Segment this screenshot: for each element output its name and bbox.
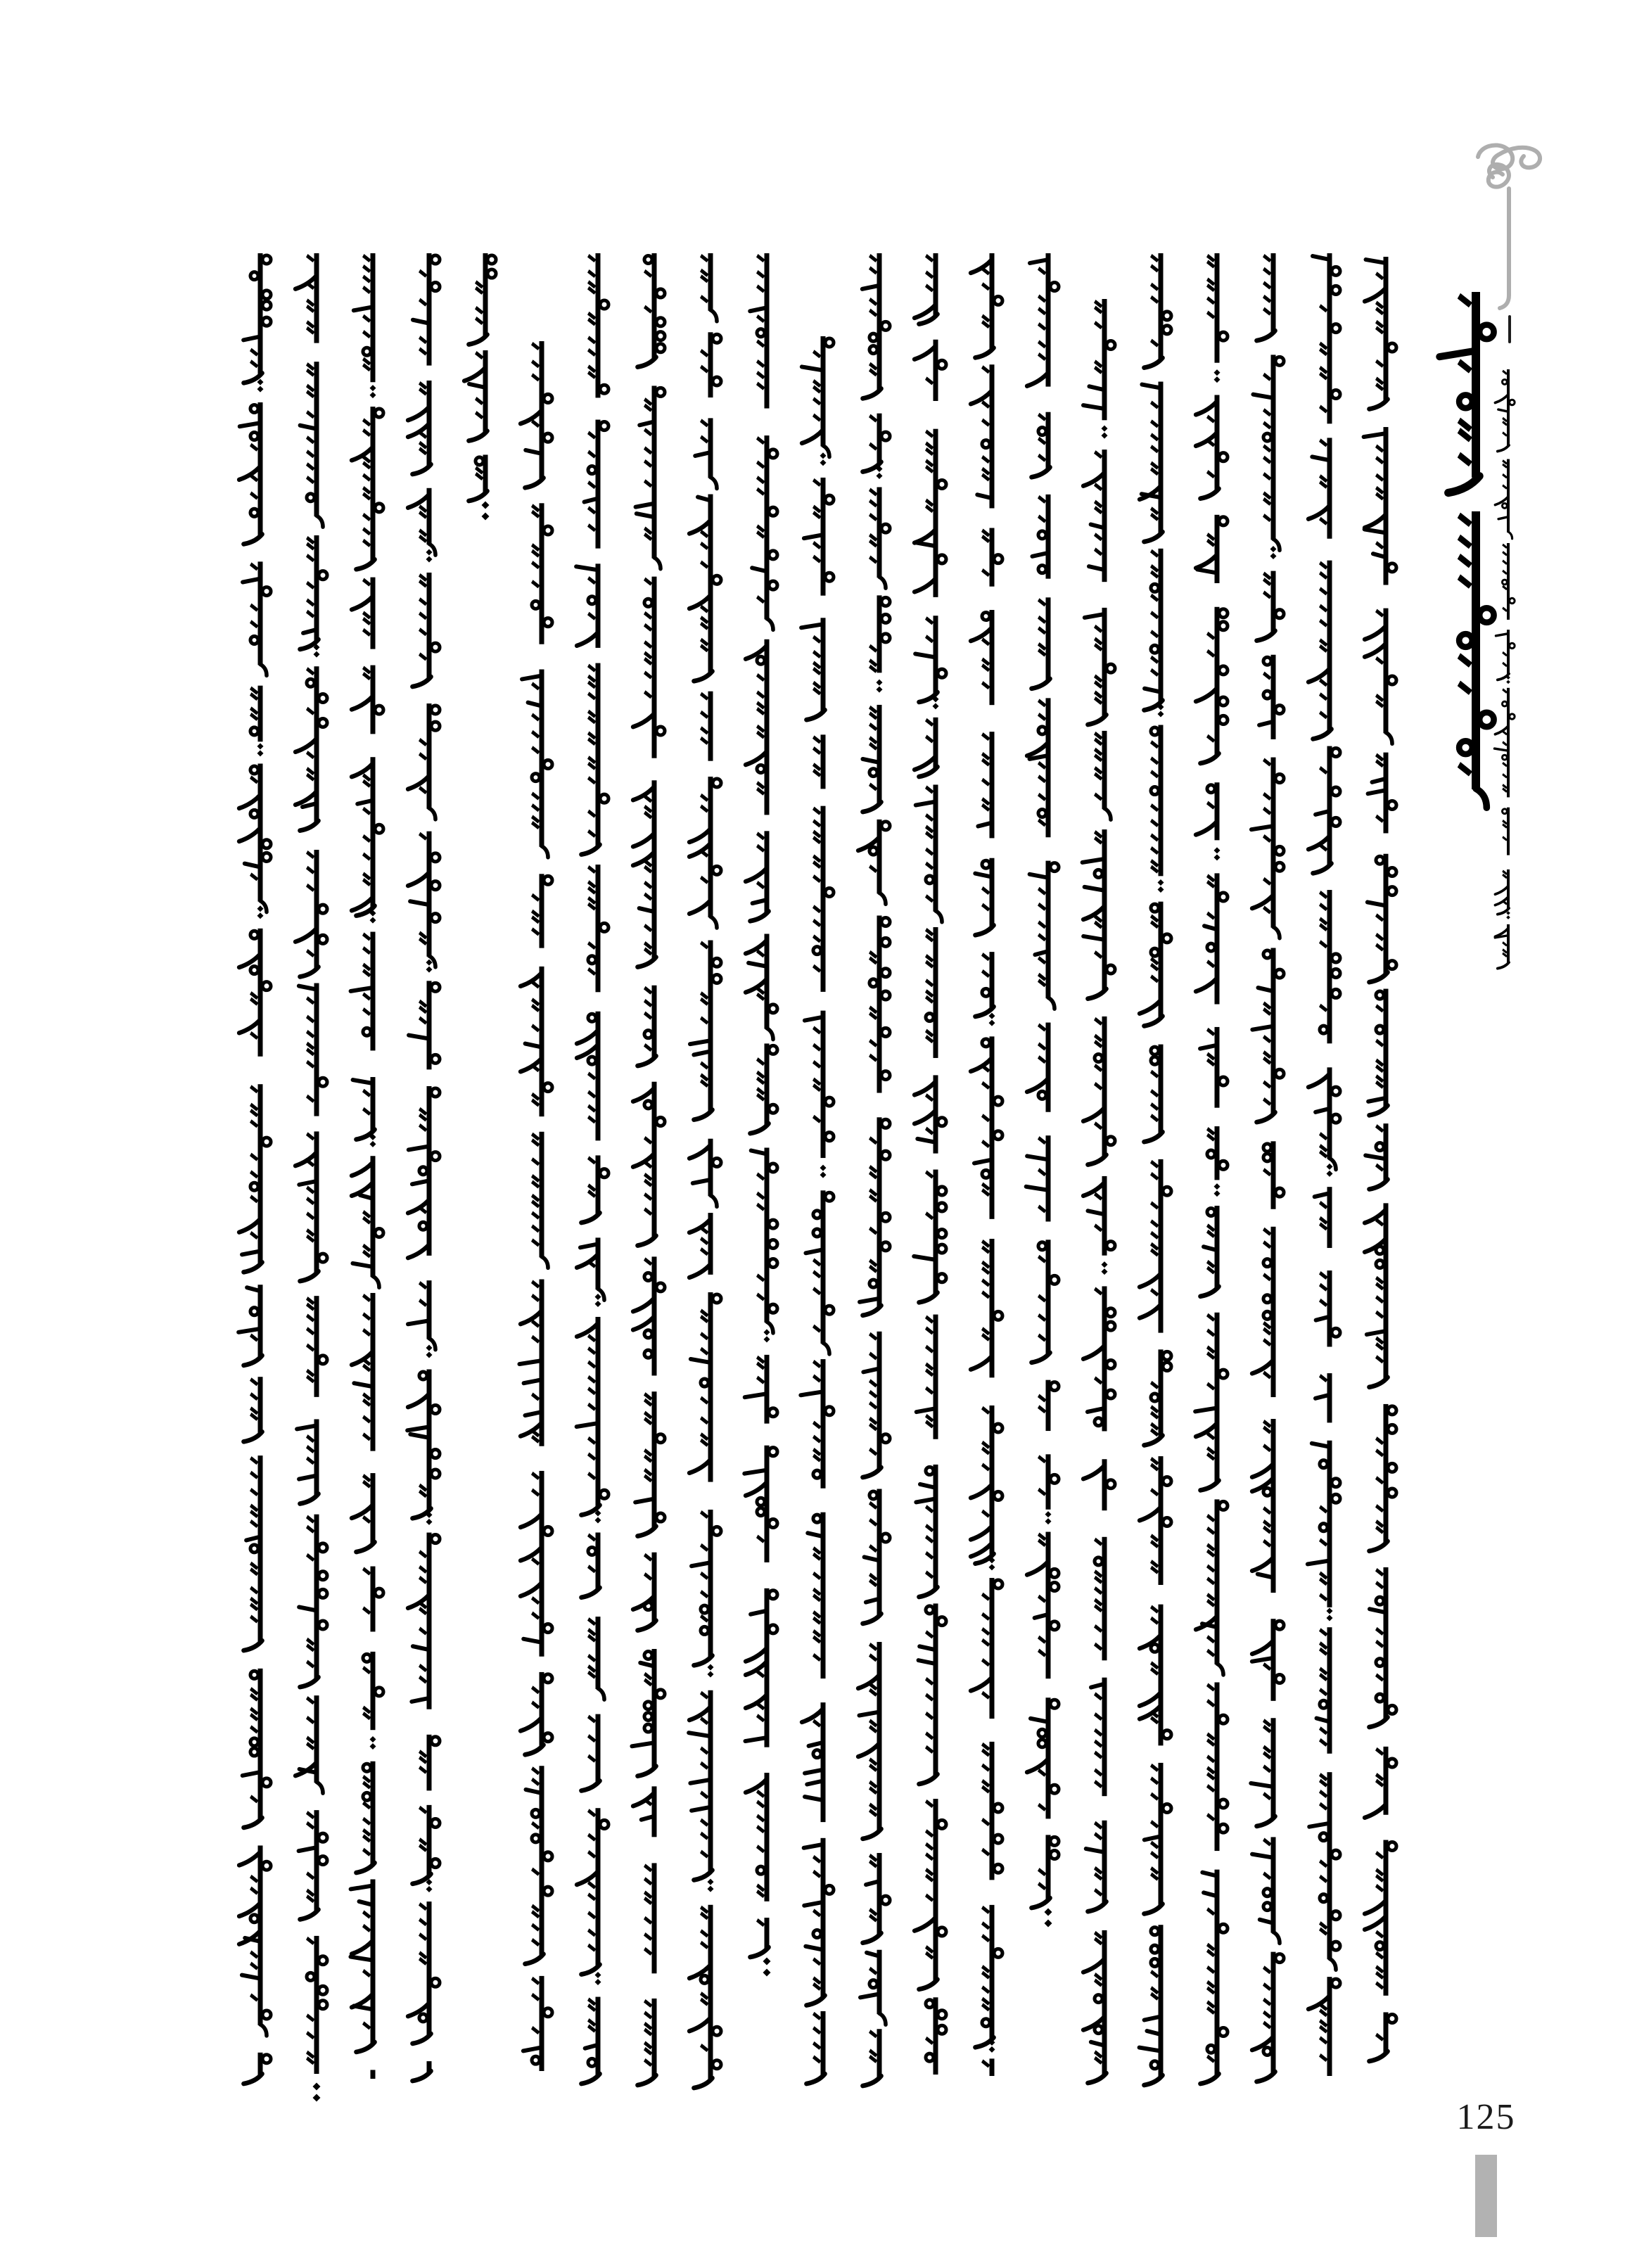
- page-corner-marker: [1475, 2155, 1497, 2237]
- body-line-19: [1251, 253, 1284, 2082]
- body-line-09: [689, 253, 721, 2088]
- body-line-03: [350, 253, 383, 2079]
- body-line-11: [801, 336, 834, 2084]
- mongolian-text-block: [238, 253, 1515, 2102]
- body-line-17: [1140, 253, 1171, 2085]
- body-line-13: [914, 253, 946, 2075]
- article-title-line: [1439, 292, 1493, 808]
- body-line-21: [1364, 257, 1396, 2061]
- body-line-10: [744, 253, 777, 1977]
- body-line-14: [971, 253, 1002, 2076]
- body-line-08: [632, 253, 665, 2085]
- body-line-05: [464, 253, 496, 521]
- body-line-07: [576, 253, 608, 2084]
- body-line-12: [858, 253, 890, 2086]
- body-line-16: [1083, 299, 1115, 2083]
- body-line-04: [407, 253, 440, 2081]
- article-subtitle-line: [1494, 369, 1515, 969]
- body-line-02: [295, 253, 327, 2102]
- body-line-01: [238, 253, 271, 2084]
- body-line-18: [1195, 253, 1228, 2084]
- body-line-20: [1308, 253, 1340, 2076]
- body-line-06: [519, 341, 552, 2071]
- ornament-dash: [1508, 315, 1511, 343]
- body-line-15: [1026, 253, 1059, 1928]
- section-ornament: [1478, 145, 1540, 343]
- ornament-flourish-icon: [1478, 145, 1540, 308]
- page-number: 125: [1456, 2097, 1516, 2137]
